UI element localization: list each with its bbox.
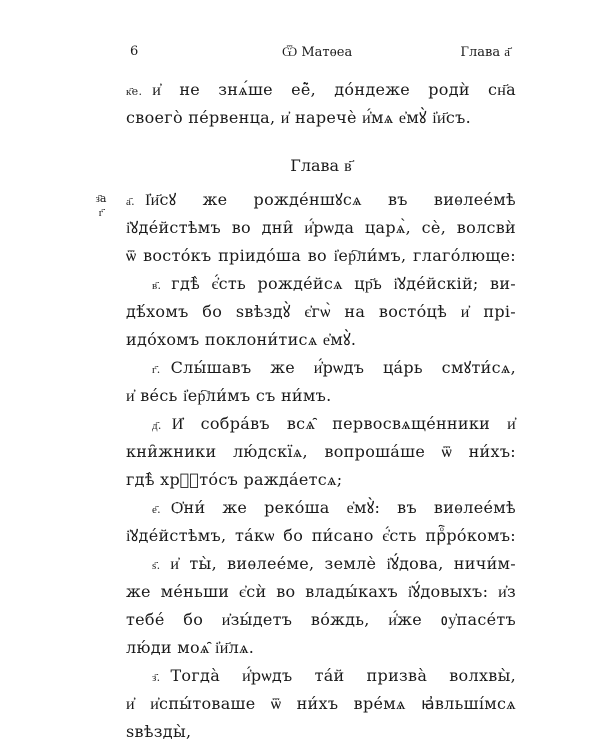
verse-line: кни̑жники лю́дскїѧ, вопроша́ше ѿ ни́хъ:: [126, 442, 516, 461]
verse-number: в҃.: [152, 279, 162, 292]
verse-line: тебе́ бо и҆зы́детъ во́ждь, и҆́же ᲂу҆пасе́тъ: [126, 610, 516, 629]
verse-number: г҃.: [152, 363, 161, 376]
verse-line: ѿ восто́къ пріидо́ша во і҆ер҇ли́мъ, глаго́люще:: [126, 246, 516, 265]
verse-line: і҆ꙋде́йстѣмъ, та́кѡ бо пи́сано є҆́сть прⷪ҇ро́комъ:: [126, 526, 516, 545]
verse-line: і҆ꙋде́йстѣмъ во дни̑ и҆́рѡда царѧ̀, сѐ, волсвѝ: [126, 218, 516, 237]
verse-number: ѕ҃.: [152, 559, 161, 572]
page-number: 6: [130, 44, 139, 59]
margin-reference: з҃а г҃: [95, 192, 107, 219]
book-title: Ѿ Матѳеа: [282, 45, 353, 60]
verse-line: в҃. гдѣ̀ є҆́сть рожде́йсѧ цр҃ь і҆ꙋде́йскій; ви-: [152, 274, 516, 293]
verse-line: идо́хомъ поклони́тисѧ е҆мꙋ̀.: [126, 330, 357, 349]
verse-number: е҃.: [152, 503, 161, 516]
verse-line: и҆ и҆спы́товаше ѿ ни́хъ вре́мѧ ꙗ҆вльші́мсѧ: [126, 694, 516, 713]
verse-number: д҃.: [152, 419, 162, 432]
passage-line: своего̀ пе́рвенца, и҆ наречѐ и҆́мѧ е҆мꙋ̀ і҆и҃съ.: [126, 108, 471, 127]
chapter-body: [126, 186, 516, 746]
verse-line: ѕвѣзды̀,: [126, 722, 192, 741]
verse-number: к҃е.: [126, 85, 143, 98]
running-head: [130, 44, 510, 66]
top-passage: [126, 76, 516, 132]
verse-line: з҃. Тогда̀ и҆́рѡдъ та́й призва̀ волхвы̀,: [152, 666, 516, 685]
verse-line: гдѣ̀ хрⷭ҇то́съ ражда́етсѧ;: [126, 470, 343, 489]
verse-number: а҃.: [126, 195, 135, 208]
passage-line: к҃е. и҆ не знѧ́ше её̀, до́ндеже родѝ сн҃а: [126, 80, 516, 99]
verse-line: а҃. І҆и҃сꙋ же рожде́ншꙋсѧ въ виѳлее́мѣ: [126, 190, 516, 209]
verse-line: лю́ди моѧ̑ і҆и҃лѧ.: [126, 638, 255, 657]
verse-number: з҃.: [152, 671, 161, 684]
verse-line: г҃. Слы́шавъ же и҆́рѡдъ ца́рь смꙋти́сѧ,: [152, 358, 516, 377]
verse-line: и҆ ве́сь і҆ер҇ли́мъ съ ни́мъ.: [126, 386, 332, 405]
verse-line: д҃. И҆ собра́въ всѧ̑ первосвѧще́нники и҆: [152, 414, 516, 433]
verse-line: же ме́ньши є҆сѝ во влады́кахъ і҆ꙋ́довыхъ: и҆з: [126, 582, 516, 601]
chapter-title: Глава в҃: [290, 156, 352, 175]
running-chapter: Глава а҃: [460, 45, 510, 60]
verse-line: ѕ҃. и҆ ты̀, виѳлее́ме, землѐ і҆ꙋ́дова, ничи́м-: [152, 554, 516, 573]
verse-line: е҃. Ѻ҆ни́ же реко́ша е҆мꙋ̀: въ виѳлее́мѣ: [152, 498, 516, 517]
verse-line: дѣ́хомъ бо ѕвѣздꙋ̀ є҆гѡ̀ на восто́цѣ и҆ прі-: [126, 302, 516, 321]
